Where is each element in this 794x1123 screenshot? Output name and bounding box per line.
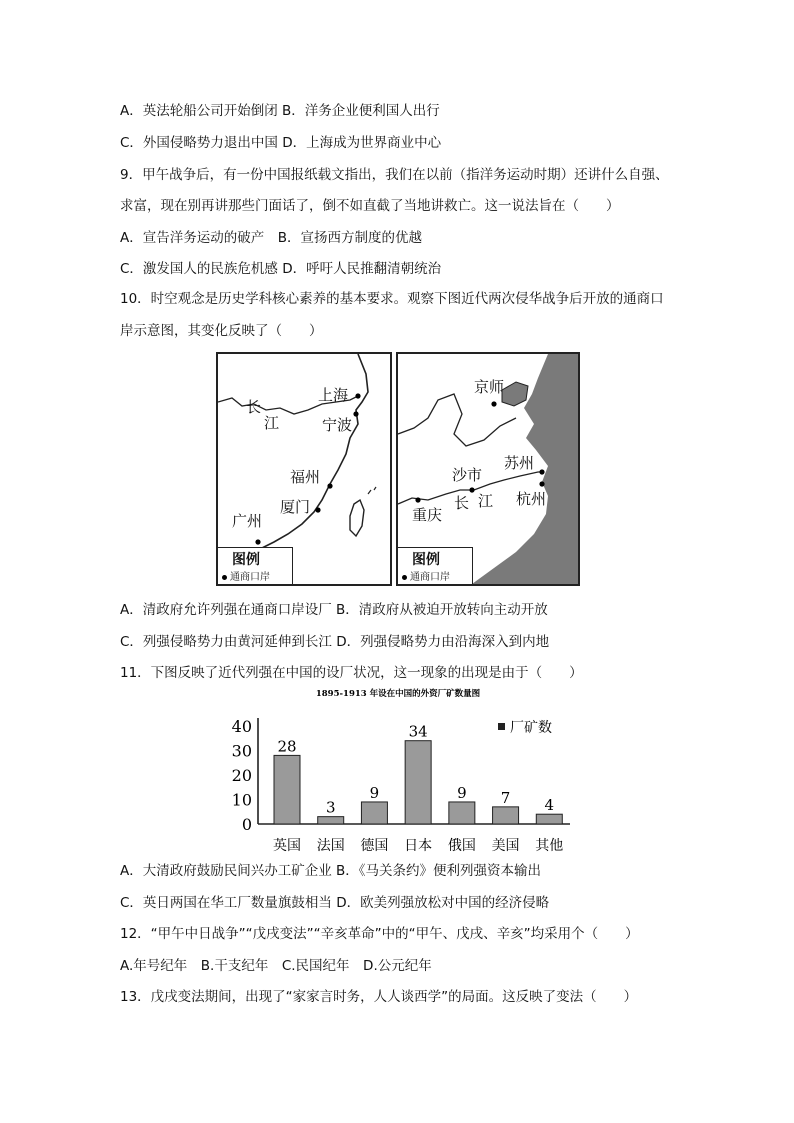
map1-legend <box>218 547 293 584</box>
q8-options-ab: A．英法轮船公司开始倒闭 B．洋务企业便利国人出行 <box>120 103 440 119</box>
city-shanghai: 上海 <box>318 386 349 404</box>
q10-options-cd: C．列强侵略势力由黄河延伸到长江 D．列强侵略势力由沿海深入到内地 <box>120 634 550 650</box>
q11-stem: 11．下图反映了近代列强在中国的设厂状况，这一现象的出现是由于（ ） <box>120 665 583 681</box>
legend-swatch <box>498 723 505 730</box>
city-chongqing: 重庆 <box>412 506 443 524</box>
river-label-chang: 长 <box>246 398 262 416</box>
city-guangzhou: 广州 <box>232 512 263 530</box>
q9-stem-line2: 求富，现在别再讲那些门面话了，倒不如直截了当地讲救亡。这一说法旨在（ ） <box>120 198 620 214</box>
y-tick-label: 0 <box>241 815 252 834</box>
map-second-war-ports <box>396 352 580 586</box>
q10-stem-line1: 10．时空观念是历史学科核心素养的基本要求。观察下图近代两次侵华战争后开放的通商口 <box>120 291 664 307</box>
y-tick-label: 40 <box>231 717 252 736</box>
q8-options-cd: C．外国侵略势力退出中国 D．上海成为世界商业中心 <box>120 135 442 151</box>
x-tick-label: 法国 <box>316 838 345 854</box>
data-label: 7 <box>500 788 511 807</box>
legend-item: 通商口岸 <box>222 568 270 583</box>
x-tick-label: 德国 <box>360 838 389 854</box>
bar-1 <box>318 817 344 824</box>
q9-options-ab: A．宣告洋务运动的破产 B．宣扬西方制度的优越 <box>120 230 422 246</box>
legend-title: 图例 <box>232 552 260 568</box>
q12-options: A.年号纪年 B.干支纪年 C.民国纪年 D.公元纪年 <box>120 958 432 974</box>
data-label: 3 <box>325 798 336 817</box>
q13-stem: 13．戊戌变法期间，出现了“家家言时务，人人谈西学”的局面。这反映了变法（ ） <box>120 989 638 1005</box>
q9-stem-line1: 9．甲午战争后，有一份中国报纸载文指出，我们在以前（指洋务运动时期）还讲什么自强、 <box>120 167 669 183</box>
city-ningbo: 宁波 <box>322 416 353 434</box>
data-label: 34 <box>408 722 428 741</box>
bar-5 <box>493 807 519 824</box>
bar-0 <box>274 755 300 824</box>
map-first-war-ports <box>216 352 392 586</box>
data-label: 28 <box>277 737 297 756</box>
legend-item: 通商口岸 <box>402 568 450 583</box>
river-label-jiang: 江 <box>264 414 280 432</box>
bar-2 <box>361 802 387 824</box>
q12-stem: 12．“甲午中日战争”“戊戌变法”“辛亥革命”中的“甲午、戊戌、辛亥”均采用个（ ） <box>120 926 639 942</box>
city-xiamen: 厦门 <box>280 498 311 516</box>
y-tick-label: 30 <box>231 741 252 761</box>
foreign-factory-bar-chart <box>212 686 584 856</box>
q11-options-ab: A．大清政府鼓励民间兴办工矿企业 B．《马关条约》便利列强资本输出 <box>120 863 542 879</box>
port-dot-icon <box>222 575 227 580</box>
q9-options-cd: C．激发国人的民族危机感 D．呼吁人民推翻清朝统治 <box>120 261 442 277</box>
legend-label: 厂矿数 <box>510 720 552 736</box>
city-suzhou: 苏州 <box>504 454 535 472</box>
q10-options-ab: A．清政府允许列强在通商口岸设厂 B．清政府从被迫开放转向主动开放 <box>120 602 548 618</box>
city-hangzhou: 杭州 <box>516 490 547 508</box>
x-tick-label: 英国 <box>273 838 301 854</box>
bar-4 <box>449 802 475 824</box>
y-tick-label: 10 <box>231 790 252 810</box>
y-tick-label: 20 <box>231 766 252 785</box>
x-tick-label: 俄国 <box>447 838 476 854</box>
data-label: 9 <box>369 783 380 802</box>
legend-title: 图例 <box>412 552 440 568</box>
port-dot-icon <box>402 575 407 580</box>
x-tick-label: 美国 <box>491 838 520 854</box>
river-label-chang: 长 <box>454 494 470 512</box>
map2-legend <box>398 547 473 584</box>
bar-3 <box>405 741 431 824</box>
x-tick-label: 其他 <box>535 838 564 854</box>
x-tick-label: 日本 <box>404 838 433 854</box>
bar-6 <box>536 814 562 824</box>
city-jingshi: 京师 <box>474 378 505 396</box>
chart-title: 1895-1913 年设在中国的外资厂矿数量图 <box>315 689 481 699</box>
q10-stem-line2: 岸示意图，其变化反映了（ ） <box>120 323 323 339</box>
river-label-jiang: 江 <box>478 492 494 510</box>
city-fuzhou: 福州 <box>290 468 321 486</box>
data-label: 9 <box>457 783 467 802</box>
data-label: 4 <box>544 796 555 815</box>
city-shashi: 沙市 <box>452 466 483 484</box>
q11-options-cd: C．英日两国在华工厂数量旗鼓相当 D．欧美列强放松对中国的经济侵略 <box>120 895 550 911</box>
